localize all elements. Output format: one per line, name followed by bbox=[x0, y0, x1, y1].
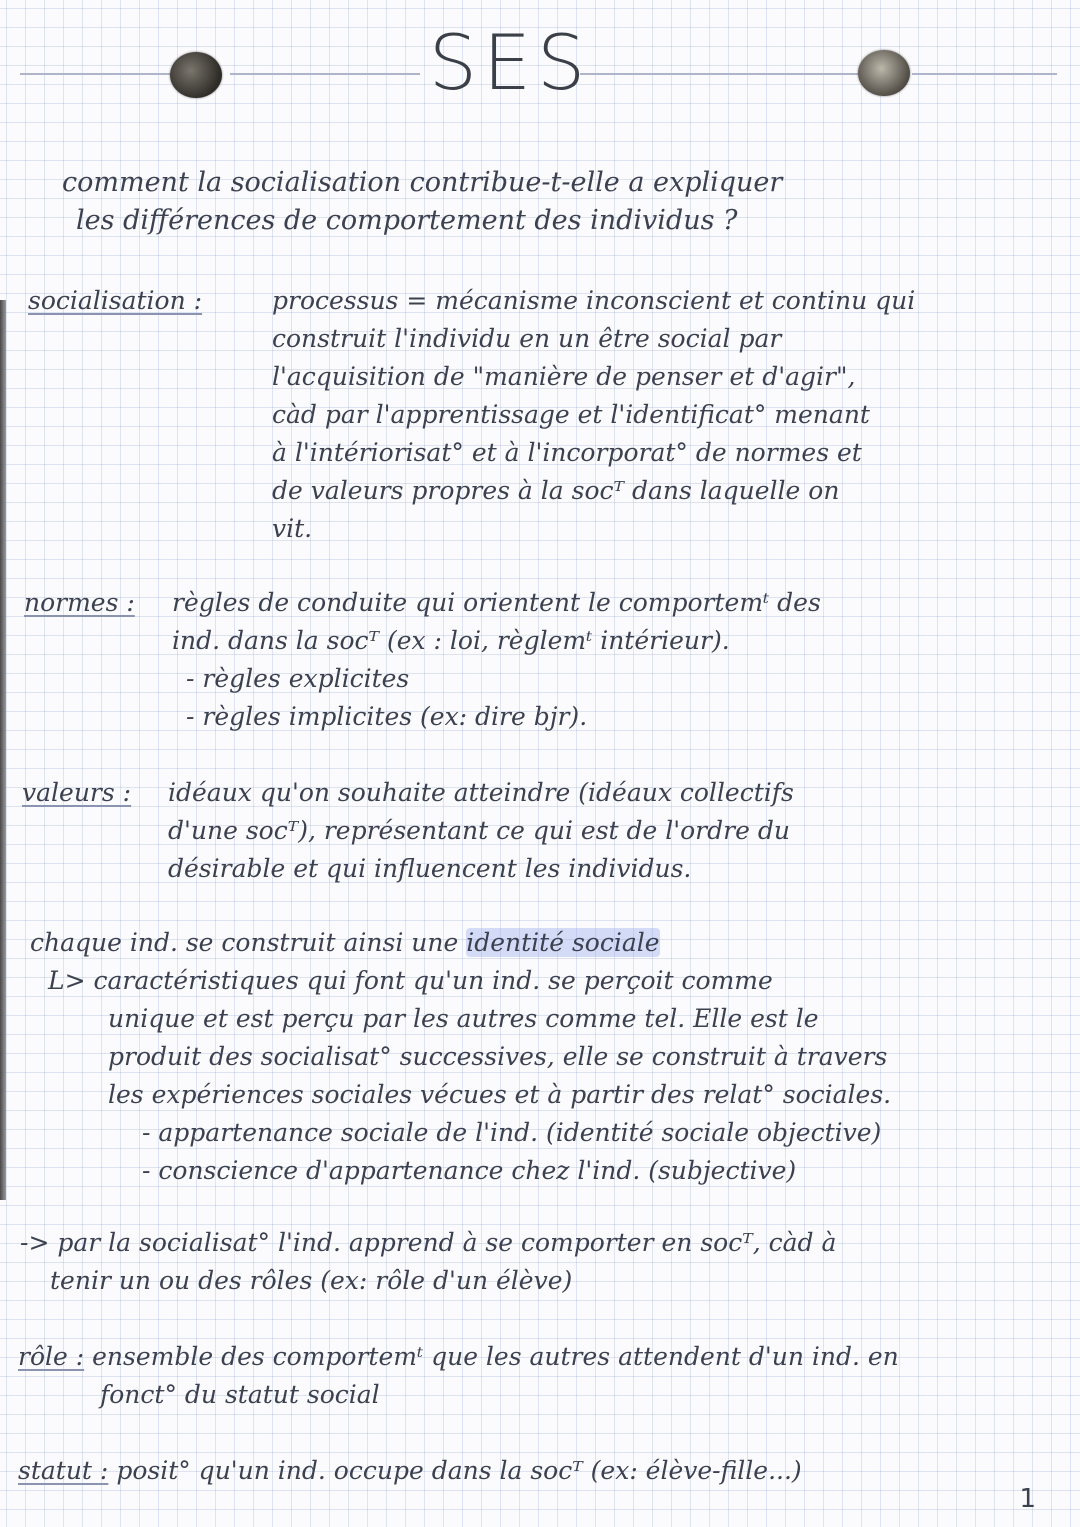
identity-intro-text: chaque ind. se construit ainsi une bbox=[30, 928, 467, 957]
punch-hole-right bbox=[858, 50, 910, 96]
bullet-line: - appartenance sociale de l'ind. (identité sociale objective) bbox=[142, 1118, 882, 1147]
definition-statut bbox=[18, 1452, 802, 1490]
definition-socialisation bbox=[272, 282, 915, 548]
term-statut: statut : bbox=[18, 1456, 109, 1485]
definition-line: càd par l'apprentissage et l'identificat° menant bbox=[272, 400, 870, 429]
question-line: les différences de comportement des individus ? bbox=[76, 205, 738, 236]
definition-line: processus = mécanisme inconscient et continu qui bbox=[272, 286, 916, 315]
header-rule-right bbox=[580, 73, 858, 75]
identity-highlight: identité sociale bbox=[466, 928, 660, 957]
page-number: 1 bbox=[1019, 1484, 1036, 1514]
identity-intro bbox=[30, 924, 891, 962]
bullet-line: - règles explicites bbox=[186, 664, 410, 693]
question-block bbox=[62, 164, 782, 240]
statut-line bbox=[18, 1452, 802, 1490]
bullet-line: - règles implicites (ex: dire bjr). bbox=[186, 702, 588, 731]
statut-text: posit° qu'un ind. occupe dans la socᵀ (ex: élève-fille...) bbox=[116, 1456, 802, 1485]
term-valeurs: valeurs : bbox=[22, 778, 132, 807]
definition-line: vit. bbox=[272, 514, 313, 543]
identity-line: produit des socialisat° successives, elle se construit à travers bbox=[108, 1042, 888, 1071]
definition-line: de valeurs propres à la socᵀ dans laquelle on bbox=[272, 476, 840, 505]
definition-line: construit l'individu en un être social par bbox=[272, 324, 782, 353]
definition-role bbox=[18, 1338, 899, 1414]
header-rule-left bbox=[20, 73, 170, 75]
notebook-binding-edge bbox=[0, 300, 6, 1200]
term-socialisation: socialisation : bbox=[28, 286, 203, 315]
roles-intro-line: tenir un ou des rôles (ex: rôle d'un élève) bbox=[50, 1266, 573, 1295]
role-line: fonct° du statut social bbox=[100, 1380, 380, 1409]
bullet-line: - conscience d'appartenance chez l'ind. (subjective) bbox=[142, 1156, 797, 1185]
header-rule-far-right bbox=[912, 73, 1057, 75]
definition-line: d'une socᵀ), représentant ce qui est de l'ordre du bbox=[168, 816, 790, 845]
definition-line: règles de conduite qui orientent le comportemᵗ des bbox=[172, 588, 821, 617]
definition-line: ind. dans la socᵀ (ex : loi, règlemᵗ intérieur). bbox=[172, 626, 730, 655]
definition-normes bbox=[172, 584, 821, 736]
role-text: ensemble des comportemᵗ que les autres attendent d'un ind. en bbox=[92, 1342, 899, 1371]
identity-line: les expériences sociales vécues et à partir des relat° sociales. bbox=[108, 1080, 892, 1109]
definition-valeurs bbox=[168, 774, 794, 888]
role-line bbox=[18, 1338, 899, 1376]
page-title: SES bbox=[428, 18, 592, 107]
header-rule-middle bbox=[230, 73, 420, 75]
definition-line: désirable et qui influencent les individus. bbox=[168, 854, 692, 883]
definition-line: à l'intériorisat° et à l'incorporat° de normes et bbox=[272, 438, 862, 467]
term-normes: normes : bbox=[24, 588, 135, 617]
punch-hole-left bbox=[170, 52, 222, 98]
definition-line: idéaux qu'on souhaite atteindre (idéaux collectifs bbox=[168, 778, 794, 807]
roles-intro bbox=[20, 1224, 836, 1300]
identity-line: unique et est perçu par les autres comme tel. Elle est le bbox=[108, 1004, 819, 1033]
identity-line: L> caractéristiques qui font qu'un ind. se perçoit comme bbox=[48, 966, 773, 995]
term-role: rôle : bbox=[18, 1342, 85, 1371]
definition-line: l'acquisition de "manière de penser et d'agir", bbox=[272, 362, 856, 391]
roles-intro-line: -> par la socialisat° l'ind. apprend à se comporter en socᵀ, càd à bbox=[20, 1228, 837, 1257]
question-line: comment la socialisation contribue-t-elle a expliquer bbox=[62, 167, 783, 198]
identity-block bbox=[30, 924, 891, 1190]
